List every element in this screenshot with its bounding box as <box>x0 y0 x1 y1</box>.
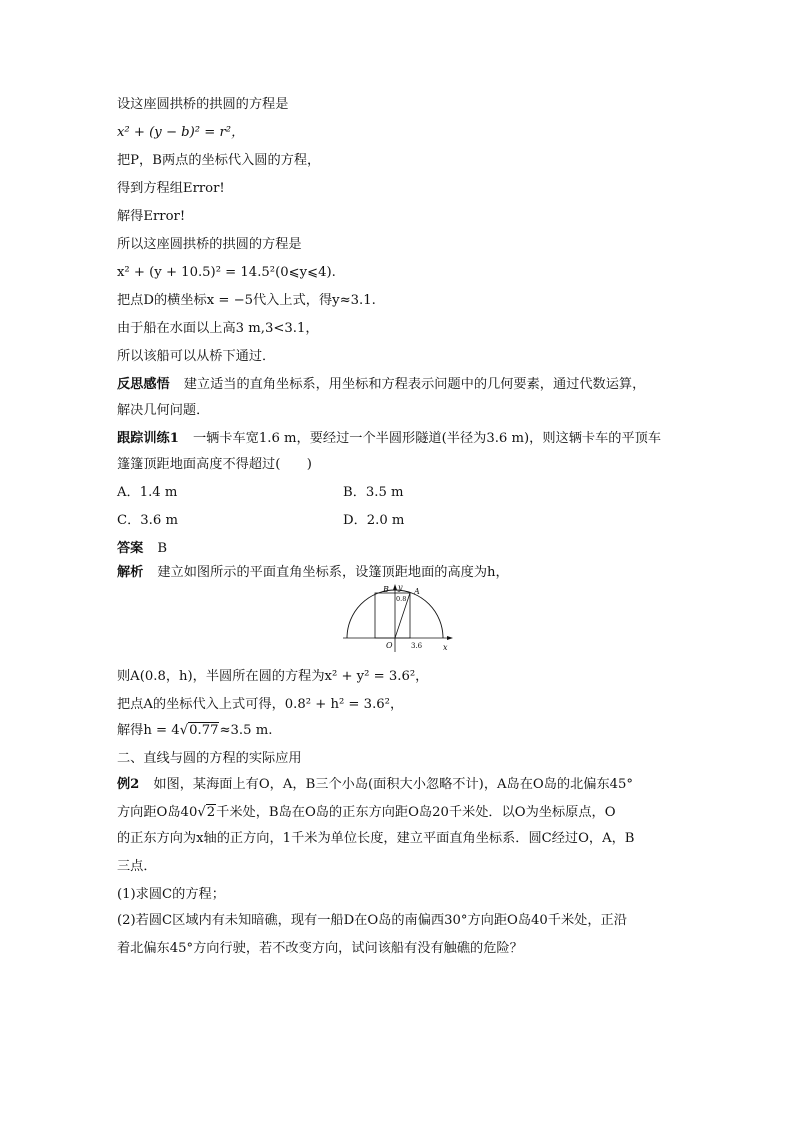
exercise-block <box>117 430 661 448</box>
text-line: 把P，B两点的坐标代入圆的方程， <box>117 153 321 168</box>
text-line: 三点． <box>117 859 157 874</box>
text-line: 解得Error! <box>117 209 186 224</box>
reflection-label: 反思感悟 <box>117 377 170 392</box>
option-a: A．1.4 m <box>117 485 178 500</box>
label-y: y <box>398 583 403 592</box>
example-block <box>117 776 633 794</box>
text-line: 的正东方向为x轴的正方向，1千米为单位长度，建立平面直角坐标系．圆C经过O，A，B <box>117 831 635 846</box>
question-2-line-1: (2)若圆C区域内有未知暗礁，现有一船D在O岛的南偏西30°方向距O岛40千米处，正沿 <box>117 913 627 928</box>
equation-line: x² + (y − b)² = r²， <box>117 125 245 140</box>
text-line: 把点A的坐标代入上式可得，0.8² + h² = 3.6²， <box>117 697 404 712</box>
semicircle-tunnel-figure <box>343 582 461 654</box>
result-prefix: 解得h = 4 <box>117 723 180 738</box>
result-suffix: ≈3.5 m. <box>219 723 273 738</box>
y-axis-arrow <box>393 584 397 590</box>
section-heading: 二、直线与圆的方程的实际应用 <box>117 751 302 766</box>
option-d: D．2.0 m <box>343 513 405 528</box>
answer-label: 答案 <box>117 541 144 556</box>
label-a: A <box>414 587 420 596</box>
example-text-post: 千米处，B岛在O岛的正东方向距O岛20千米处．以O为坐标原点，O <box>216 805 616 820</box>
text-line: 设这座圆拱桥的拱圆的方程是 <box>117 97 289 112</box>
question-2-line-2: 着北偏东45°方向行驶，若不改变方向，试问该船有没有触礁的危险？ <box>117 941 523 956</box>
label-x: x <box>443 643 448 652</box>
example-line-2: 方向距O岛40√2千米处，B岛在O岛的正东方向距O岛20千米处．以O为坐标原点，O <box>117 805 616 820</box>
text-line: 所以该船可以从桥下通过． <box>117 349 276 364</box>
text-line: 篷篷顶距地面高度不得超过( ) <box>117 457 312 472</box>
text-line: 则A(0.8，h)，半圆所在圆的方程为x² + y² = 3.6²， <box>117 669 429 684</box>
label-o: O <box>386 641 393 650</box>
result-line: 解得h = 4√0.77≈3.5 m. <box>117 723 273 738</box>
answer-value: B <box>157 541 168 556</box>
exercise-text: 一辆卡车宽1.6 m，要经过一个半圆形隧道(半径为3.6 m)，则这辆卡车的平顶车 <box>192 431 662 446</box>
text-line: 所以这座圆拱桥的拱圆的方程是 <box>117 237 302 252</box>
equation-line: x² + (y + 10.5)² = 14.5²(0⩽y⩽4). <box>117 265 336 280</box>
exercise-label: 跟踪训练1 <box>117 431 179 446</box>
text-line: 由于船在水面以上高3 m,3<3.1， <box>117 321 319 336</box>
option-b: B．3.5 m <box>343 485 404 500</box>
example-text-pre: 方向距O岛40 <box>117 805 198 820</box>
example-radicand: 2 <box>206 805 216 820</box>
answer-line <box>117 540 167 558</box>
text-line: 得到方程组Error! <box>117 181 225 196</box>
result-radicand: 0.77 <box>189 723 219 738</box>
question-1: (1)求圆C的方程； <box>117 887 225 902</box>
example-label: 例2 <box>117 777 140 792</box>
label-b: B <box>383 585 389 594</box>
analysis-line <box>117 564 509 582</box>
analysis-text: 建立如图所示的平面直角坐标系，设篷顶距地面的高度为h， <box>157 565 509 580</box>
figure-svg <box>343 582 461 654</box>
option-c: C．3.6 m <box>117 513 178 528</box>
label-0-8: 0.8 <box>396 595 407 603</box>
x-axis-arrow <box>447 636 453 640</box>
label-3-6: 3.6 <box>411 642 423 650</box>
text-line: 解决几何问题． <box>117 403 210 418</box>
analysis-label: 解析 <box>117 565 144 580</box>
reflection-block <box>117 376 645 394</box>
example-text: 如图，某海面上有O，A，B三个小岛(面积大小忽略不计)，A岛在O岛的北偏东45° <box>153 777 634 792</box>
text-line: 把点D的横坐标x = −5代入上式，得y≈3.1. <box>117 293 376 308</box>
reflection-text: 建立适当的直角坐标系，用坐标和方程表示问题中的几何要素，通过代数运算， <box>183 377 646 392</box>
